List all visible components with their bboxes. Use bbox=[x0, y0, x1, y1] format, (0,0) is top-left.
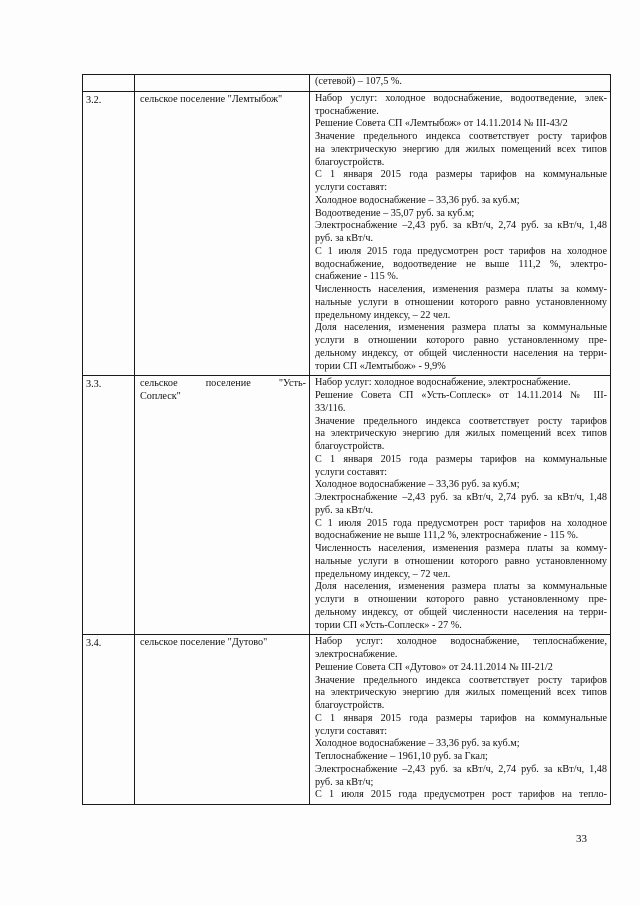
row-number-cell bbox=[83, 635, 135, 805]
row-number-cell bbox=[83, 376, 135, 635]
row-number-cell bbox=[83, 75, 135, 92]
description-line: руб. за кВт/ч. bbox=[315, 233, 373, 244]
description-line: Холодное водоснабжение – 33,36 руб. за куб.м; bbox=[315, 738, 520, 750]
table-row bbox=[83, 75, 611, 92]
description-line: Холодное водоснабжение – 33,36 руб. за куб.м; bbox=[315, 479, 520, 491]
description-line: С 1 июля 2015 года предусмотрен рост тарифов на тепло- bbox=[315, 789, 607, 801]
description-line: нальные услуги в отношении которого равно установленному bbox=[315, 296, 607, 308]
description-line: Значение предельного индекса соответствует росту тарифов bbox=[315, 415, 607, 427]
description-line: тории СП «Лемтыбож» - 9,9% bbox=[315, 360, 446, 372]
description-line: благоустройств. bbox=[315, 441, 385, 452]
description-line: С 1 января 2015 года размеры тарифов на коммунальные bbox=[315, 169, 607, 181]
description-line: на электрическую энергию для жилых помещений всех типов bbox=[315, 143, 607, 155]
tariff-description-cell bbox=[310, 635, 611, 805]
table-row bbox=[83, 91, 611, 376]
description-line: Значение предельного индекса соответствует росту тарифов bbox=[315, 131, 607, 142]
table-row bbox=[83, 635, 611, 805]
description-line: С 1 января 2015 года размеры тарифов на коммунальные bbox=[315, 712, 607, 724]
description-line: руб. за кВт/ч. bbox=[315, 504, 373, 516]
description-line: Решение Совета СП «Усть-Соплеск» от 14.11.2014 № III- bbox=[315, 390, 607, 401]
settlement-name-line: сельское поселение "Лемтыбож" bbox=[140, 93, 283, 105]
description-line: услуги в отношении которого равно установленному пре- bbox=[315, 594, 607, 605]
settlement-name-line: сельское поселение "Усть- bbox=[140, 378, 306, 390]
description-line: С 1 января 2015 года размеры тарифов на коммунальные bbox=[315, 453, 607, 465]
description-line: 33/116. bbox=[315, 402, 346, 414]
row-number: 3.4. bbox=[86, 638, 102, 650]
description-line: Набор услуг: холодное водоснабжение, водоотведение, элек- bbox=[315, 92, 607, 104]
description-line: дельному индексу, от общей численности населения на терри- bbox=[315, 606, 607, 618]
description-line: предельному индексу, – 72 чел. bbox=[315, 568, 451, 580]
tariff-table-body bbox=[83, 75, 611, 805]
tariff-description-cell bbox=[310, 376, 611, 635]
description-line: Доля населения, изменения размера платы за коммунальные bbox=[315, 581, 607, 593]
settlement-name-cell bbox=[135, 75, 310, 92]
description-line: предельному индексу, – 22 чел. bbox=[315, 309, 451, 321]
description-line: Водоотведение – 35,07 руб. за куб.м; bbox=[315, 207, 475, 219]
tariff-table bbox=[82, 74, 611, 805]
description-line: Доля населения, изменения размера платы за коммунальные bbox=[315, 322, 607, 334]
table-row bbox=[83, 376, 611, 635]
description-line: благоустройств. bbox=[315, 700, 385, 711]
description-line: дельному индексу, от общей численности населения на терри- bbox=[315, 347, 607, 359]
description-line: троснабжение. bbox=[315, 105, 379, 117]
description-line: Набор услуг: холодное водоснабжение, электроснабжение. bbox=[315, 377, 571, 389]
description-line: С 1 июля 2015 года предусмотрен рост тарифов на холодное bbox=[315, 517, 607, 529]
row-number: 3.3. bbox=[86, 379, 102, 391]
description-line: услуги составят: bbox=[315, 182, 388, 193]
description-line: услуги составят: bbox=[315, 466, 388, 478]
description-line: Электроснабжение –2,43 руб. за кВт/ч, 2,74 руб. за кВт/ч, 1,48 bbox=[315, 220, 607, 232]
description-line: Численность населения, изменения размера платы за комму- bbox=[315, 543, 607, 554]
row-number-cell bbox=[83, 91, 135, 376]
description-line: электроснабжение. bbox=[315, 649, 398, 660]
settlement-name-cell bbox=[135, 376, 310, 635]
description-line: водоснабжение не выше 111,2 %, электроснабжение - 115 %. bbox=[315, 530, 579, 542]
description-line: Значение предельного индекса соответствует росту тарифов bbox=[315, 674, 607, 686]
description-line: Набор услуг: холодное водоснабжение, теплоснабжение, bbox=[315, 636, 607, 648]
settlement-name-cell bbox=[135, 91, 310, 376]
tariff-description-cell bbox=[310, 75, 611, 92]
description-line: благоустройств. bbox=[315, 156, 385, 168]
row-number: 3.2. bbox=[86, 94, 102, 106]
settlement-name-line: сельское поселение "Дутово" bbox=[140, 637, 268, 649]
tariff-description-cell bbox=[310, 91, 611, 376]
description-line: Решение Совета СП «Дутово» от 24.11.2014 № III-21/2 bbox=[315, 661, 553, 673]
description-line: услуги составят: bbox=[315, 725, 388, 737]
description-line: на электрическую энергию для жилых помещений всех типов bbox=[315, 428, 607, 440]
description-line: руб. за кВт/ч; bbox=[315, 776, 374, 788]
description-line: услуги в отношении которого равно установленному пре- bbox=[315, 335, 607, 346]
description-line: Теплоснабжение – 1961,10 руб. за Гкал; bbox=[315, 751, 488, 762]
description-line: водоснабжение, водоотведение не выше 111,2 %, электро- bbox=[315, 258, 607, 270]
description-line: Электроснабжение –2,43 руб. за кВт/ч, 2,74 руб. за кВт/ч, 1,48 bbox=[315, 763, 607, 775]
settlement-name-line: Соплеск" bbox=[140, 390, 181, 402]
description-line: (сетевой) – 107,5 %. bbox=[315, 76, 402, 87]
description-line: Численность населения, изменения размера платы за комму- bbox=[315, 284, 607, 295]
description-line: Холодное водоснабжение – 33,36 руб. за куб.м; bbox=[315, 194, 520, 206]
description-line: на электрическую энергию для жилых помещений всех типов bbox=[315, 687, 607, 699]
description-line: Электроснабжение –2,43 руб. за кВт/ч, 2,74 руб. за кВт/ч, 1,48 bbox=[315, 492, 607, 503]
description-line: С 1 июля 2015 года предусмотрен рост тарифов на холодное bbox=[315, 245, 607, 257]
description-line: снабжение - 115 %. bbox=[315, 271, 399, 283]
description-line: нальные услуги в отношении которого равно установленному bbox=[315, 555, 607, 567]
page-number: 33 bbox=[576, 833, 587, 845]
description-line: Решение Совета СП «Лемтыбож» от 14.11.2014 № III-43/2 bbox=[315, 118, 568, 130]
description-line: тории СП «Усть-Соплеск» - 27 %. bbox=[315, 619, 462, 631]
settlement-name-cell bbox=[135, 635, 310, 805]
